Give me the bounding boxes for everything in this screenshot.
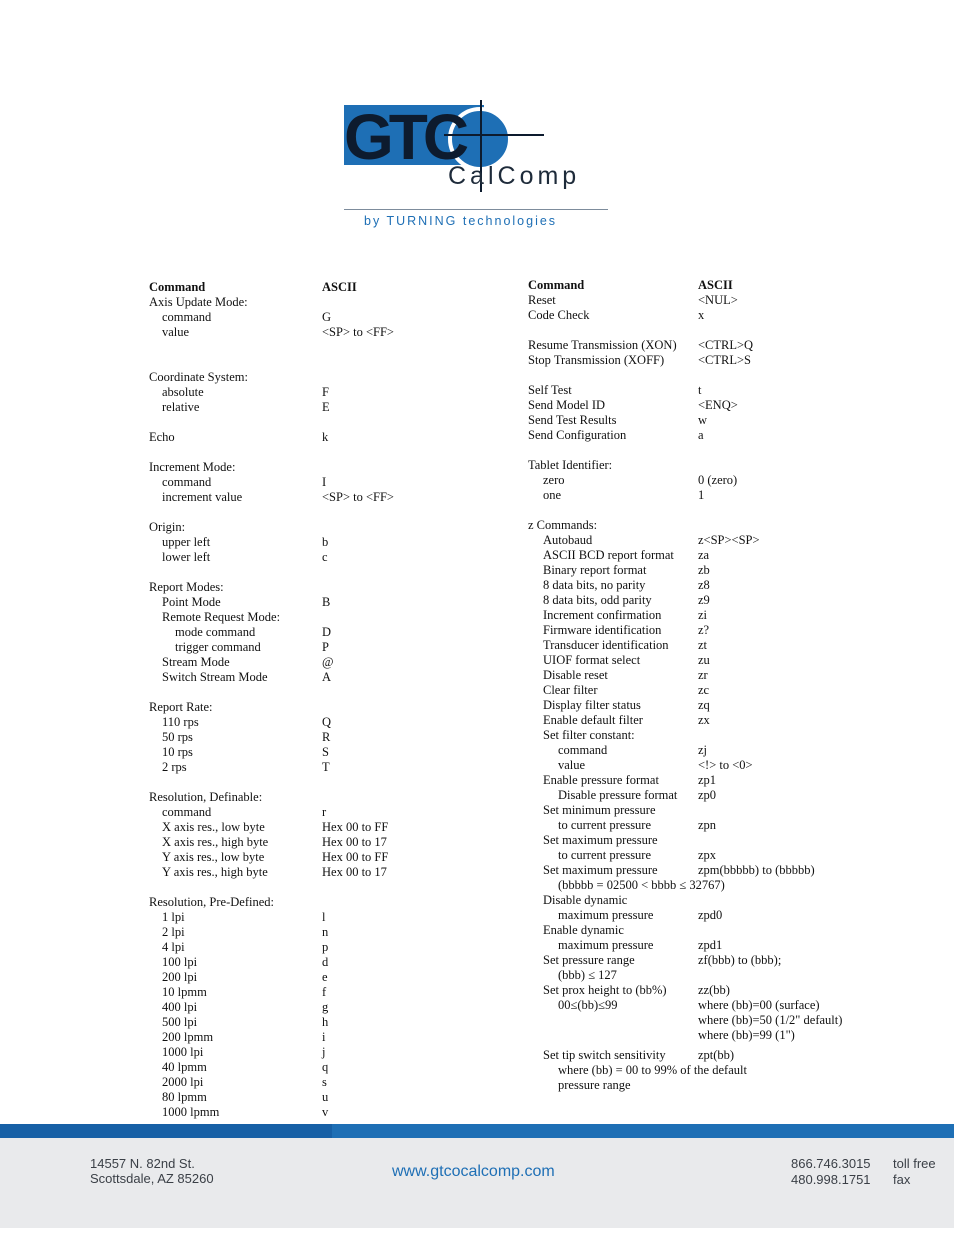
ascii-code: j (322, 1045, 326, 1059)
command-name: value (558, 758, 586, 772)
command-name: absolute (162, 385, 204, 399)
table-row (149, 955, 469, 970)
table-row (528, 923, 858, 938)
table-row (528, 938, 858, 953)
command-name: UIOF format select (543, 653, 641, 667)
table-row (149, 550, 469, 565)
table-row (528, 968, 858, 983)
table-row (149, 805, 469, 820)
table-row (149, 700, 469, 715)
command-name: lower left (162, 550, 211, 564)
footer-accent-band-dark (0, 1124, 332, 1138)
table-row (149, 910, 469, 925)
ascii-code: Hex 00 to FF (322, 850, 389, 864)
ascii-code: z8 (698, 578, 710, 592)
command-name: Set tip switch sensitivity (543, 1047, 666, 1062)
ascii-code: zq (698, 698, 710, 712)
table-row (528, 863, 858, 878)
command-name: Resolution, Definable: (149, 790, 263, 804)
command-name: Set prox height to (bb%) (543, 983, 667, 997)
logo-divider (344, 209, 608, 210)
table-row (528, 413, 858, 428)
command-name: Stream Mode (162, 655, 230, 669)
command-name: mode command (175, 625, 256, 639)
command-name: Origin: (149, 520, 186, 534)
table-row (149, 820, 469, 835)
table-row (149, 295, 469, 310)
table-row (149, 715, 469, 730)
command-name: Send Test Results (528, 413, 617, 427)
ascii-code: n (322, 925, 329, 939)
command-name: Transducer identification (543, 638, 669, 652)
table-row (528, 623, 858, 638)
ascii-code: Hex 00 to FF (322, 820, 389, 834)
ascii-code: @ (322, 655, 334, 669)
command-name: 10 rps (162, 745, 193, 759)
table-row (528, 1078, 858, 1093)
table-row (528, 908, 858, 923)
table-row (528, 998, 858, 1013)
ascii-code: R (322, 730, 331, 744)
command-name: Send Model ID (528, 398, 606, 412)
command-name: Axis Update Mode: (149, 295, 248, 309)
command-name: 50 rps (162, 730, 193, 744)
ascii-code: zt (698, 638, 708, 652)
command-name: Binary report format (543, 563, 647, 577)
command-name: 200 lpi (162, 970, 198, 984)
ascii-code: b (322, 535, 329, 549)
ascii-code: q (322, 1060, 329, 1074)
ascii-code: zpd0 (698, 908, 723, 922)
table-row (528, 848, 858, 863)
row-spacer (149, 565, 469, 580)
command-name: Set maximum pressure (543, 863, 658, 877)
table-row (528, 398, 858, 413)
ascii-code: c (322, 550, 328, 564)
command-name: Y axis res., high byte (162, 865, 268, 879)
table-row (528, 338, 858, 353)
command-name: Report Rate: (149, 700, 213, 714)
table-row (149, 640, 469, 655)
command-name: Firmware identification (543, 623, 662, 637)
command-name: 00≤(bb)≤99 (558, 998, 618, 1012)
table-row (149, 430, 469, 445)
row-spacer (149, 340, 469, 370)
table-row (528, 668, 858, 683)
table-row (528, 383, 858, 398)
row-spacer (528, 368, 858, 383)
command-name: relative (162, 400, 200, 414)
table-row (528, 773, 858, 788)
table-row (149, 610, 469, 625)
table-row (528, 518, 858, 533)
command-name: Enable pressure format (543, 773, 659, 787)
command-name: value (162, 325, 190, 339)
ascii-code: A (322, 670, 332, 684)
command-name: (bbbbb = 02500 < bbbb ≤ 32767) (558, 878, 725, 892)
row-spacer (149, 415, 469, 430)
command-name: 1 lpi (162, 910, 185, 924)
ascii-code: zp1 (698, 773, 717, 787)
table-row (528, 548, 858, 563)
table-row (149, 970, 469, 985)
footer-phone-fax: 480.998.1751 (791, 1172, 871, 1187)
table-row (528, 428, 858, 443)
table-row (149, 655, 469, 670)
table-row (149, 1060, 469, 1075)
table-row (149, 400, 469, 415)
ascii-code: zf(bbb) to (bbb); (698, 953, 782, 967)
command-name: Command (149, 280, 206, 294)
command-name: Clear filter (543, 683, 598, 697)
table-row (528, 743, 858, 758)
table-row (528, 1048, 858, 1063)
table-row (149, 925, 469, 940)
command-name: Tablet Identifier: (528, 458, 613, 472)
table-row (149, 310, 469, 325)
command-name: Set pressure range (543, 953, 635, 967)
footer-phone-fax-label: fax (893, 1172, 911, 1187)
row-spacer (149, 775, 469, 790)
command-name: upper left (162, 535, 211, 549)
row-spacer (528, 503, 858, 518)
ascii-code: p (322, 940, 329, 954)
table-row (528, 788, 858, 803)
ascii-code: l (322, 910, 326, 924)
command-name: Code Check (528, 308, 590, 322)
table-row (149, 895, 469, 910)
ascii-code: u (322, 1090, 329, 1104)
table-row (149, 940, 469, 955)
command-name: 10 lpmm (162, 985, 207, 999)
command-name: 2 lpi (162, 925, 185, 939)
table-row (149, 1015, 469, 1030)
command-name: 8 data bits, odd parity (543, 593, 652, 607)
ascii-code: i (322, 1030, 326, 1044)
command-name: Command (528, 278, 585, 292)
table-row (149, 490, 469, 505)
table-row (528, 533, 858, 548)
table-row (149, 595, 469, 610)
ascii-code: zpm(bbbbb) to (bbbbb) (698, 863, 815, 877)
command-name: 40 lpmm (162, 1060, 207, 1074)
table-row (149, 625, 469, 640)
ascii-code: where (bb)=50 (1/2" default) (698, 1013, 843, 1027)
ascii-code: S (322, 745, 329, 759)
table-row (528, 308, 858, 323)
table-row (528, 983, 858, 998)
command-name: Remote Request Mode: (162, 610, 281, 624)
table-row (149, 865, 469, 880)
ascii-code: zc (698, 683, 710, 697)
command-name: Send Configuration (528, 428, 627, 442)
command-name: 100 lpi (162, 955, 198, 969)
ascii-code: D (322, 625, 332, 639)
command-name: Point Mode (162, 595, 221, 609)
command-name: Echo (149, 430, 175, 444)
command-name: Resume Transmission (XON) (528, 338, 677, 352)
ascii-code: P (322, 640, 329, 654)
command-name: 1000 lpi (162, 1045, 204, 1059)
command-name: where (bb) = 00 to 99% of the default (558, 1062, 747, 1077)
command-name: Switch Stream Mode (162, 670, 268, 684)
command-name: 4 lpi (162, 940, 185, 954)
table-row (149, 580, 469, 595)
table-row (149, 1075, 469, 1090)
ascii-code: <!> to <0> (698, 758, 753, 772)
table-row (149, 745, 469, 760)
ascii-code: zj (698, 743, 708, 757)
ascii-code: 1 (698, 488, 705, 502)
table-row (528, 728, 858, 743)
footer-address-line: 14557 N. 82nd St. (90, 1156, 195, 1171)
command-name: Reset (528, 293, 556, 307)
page-footer (0, 1138, 954, 1228)
ascii-code: I (322, 475, 327, 489)
table-row (528, 833, 858, 848)
table-row (528, 698, 858, 713)
command-name: X axis res., high byte (162, 835, 269, 849)
ascii-code: a (698, 428, 704, 442)
table-row (528, 758, 858, 773)
table-row (528, 953, 858, 968)
ascii-code: 0 (zero) (698, 473, 738, 487)
ascii-code: T (322, 760, 330, 774)
ascii-code: z9 (698, 593, 710, 607)
table-row (528, 473, 858, 488)
command-name: z Commands: (528, 518, 598, 532)
table-row (528, 458, 858, 473)
command-name: trigger command (175, 640, 261, 654)
table-row (149, 1045, 469, 1060)
command-name: to current pressure (558, 818, 652, 832)
table-row (149, 385, 469, 400)
command-name: 500 lpi (162, 1015, 198, 1029)
table-row (149, 325, 469, 340)
ascii-code: E (322, 400, 330, 414)
command-name: Set minimum pressure (543, 803, 656, 817)
logo-wordmark: CalComp (448, 162, 581, 190)
table-row (528, 653, 858, 668)
command-name: Display filter status (543, 698, 641, 712)
ascii-code: zpx (698, 848, 717, 862)
command-name: 1000 lpmm (162, 1105, 220, 1119)
table-header-row (528, 278, 858, 293)
command-name: X axis res., low byte (162, 820, 265, 834)
table-row (528, 878, 858, 893)
logo-mark: GTC (344, 101, 465, 173)
row-spacer (149, 505, 469, 520)
command-name: 2000 lpi (162, 1075, 204, 1089)
ascii-code: Hex 00 to 17 (322, 865, 387, 879)
command-name: Set maximum pressure (543, 833, 658, 847)
footer-phone-tollfree: 866.746.3015 (791, 1156, 871, 1171)
ascii-code: zb (698, 563, 710, 577)
table-row (528, 713, 858, 728)
table-row (149, 790, 469, 805)
table-row (149, 520, 469, 535)
ascii-code: <CTRL>S (698, 353, 751, 367)
ascii-code: zi (698, 608, 708, 622)
row-spacer (149, 685, 469, 700)
table-header-row (149, 280, 469, 295)
command-name: Self Test (528, 383, 572, 397)
ascii-code: zpd1 (698, 938, 723, 952)
ascii-code: g (322, 1000, 329, 1014)
footer-address (90, 1156, 214, 1186)
command-name: Increment Mode: (149, 460, 236, 474)
ascii-code: zp0 (698, 788, 717, 802)
command-name: zero (543, 473, 565, 487)
ascii-code: zx (698, 713, 710, 727)
ascii-code: B (322, 595, 331, 609)
ascii-code: z? (698, 623, 710, 637)
ascii-code: v (322, 1105, 329, 1119)
row-spacer (528, 443, 858, 458)
table-row (528, 818, 858, 833)
ascii-code: d (322, 955, 329, 969)
ascii-code: zu (698, 653, 710, 667)
logo-tagline: by TURNING technologies (364, 214, 558, 228)
command-name: Y axis res., low byte (162, 850, 265, 864)
ascii-code: G (322, 310, 332, 324)
row-spacer (528, 323, 858, 338)
ascii-code: ASCII (322, 280, 357, 294)
row-spacer (149, 880, 469, 895)
command-name: command (162, 310, 212, 324)
ascii-code: zpn (698, 818, 717, 832)
table-row (149, 370, 469, 385)
ascii-code: s (322, 1075, 327, 1089)
table-row (528, 578, 858, 593)
ascii-code: where (bb)=99 (1") (698, 1028, 795, 1042)
ascii-code: where (bb)=00 (surface) (698, 998, 820, 1012)
table-row (149, 475, 469, 490)
command-name: increment value (162, 490, 243, 504)
ascii-code: zpt(bb) (698, 1047, 735, 1062)
command-name: 2 rps (162, 760, 187, 774)
command-name: (bbb) ≤ 127 (558, 968, 617, 982)
table-row (528, 683, 858, 698)
command-name: pressure range (558, 1077, 631, 1092)
footer-website-link[interactable]: www.gtcocalcomp.com (392, 1163, 555, 1180)
command-name: 200 lpmm (162, 1030, 214, 1044)
ascii-code: zr (698, 668, 708, 682)
table-row (528, 1013, 858, 1028)
table-row (528, 563, 858, 578)
command-name: Resolution, Pre-Defined: (149, 895, 274, 909)
ascii-code: x (698, 308, 705, 322)
ascii-code: za (698, 548, 710, 562)
command-name: to current pressure (558, 848, 652, 862)
table-row (149, 760, 469, 775)
table-row (528, 1028, 858, 1043)
command-name: Disable pressure format (558, 788, 678, 802)
table-row (149, 730, 469, 745)
command-name: Stop Transmission (XOFF) (528, 353, 665, 367)
ascii-code: Q (322, 715, 332, 729)
ascii-code: w (698, 413, 708, 427)
ascii-code: <CTRL>Q (698, 338, 754, 352)
table-row (149, 850, 469, 865)
command-name: maximum pressure (558, 938, 654, 952)
table-row (149, 985, 469, 1000)
table-row (149, 835, 469, 850)
ascii-code: Hex 00 to 17 (322, 835, 387, 849)
command-name: maximum pressure (558, 908, 654, 922)
ascii-code: r (322, 805, 327, 819)
command-name: 400 lpi (162, 1000, 198, 1014)
table-row (149, 460, 469, 475)
command-name: Report Modes: (149, 580, 224, 594)
command-name: Increment confirmation (543, 608, 662, 622)
ascii-code: z<SP><SP> (698, 533, 760, 547)
command-name: 80 lpmm (162, 1090, 207, 1104)
command-name: command (162, 805, 212, 819)
ascii-code: <SP> to <FF> (322, 490, 394, 504)
table-row (528, 893, 858, 908)
command-name: command (162, 475, 212, 489)
command-name: Enable dynamic (543, 923, 624, 937)
command-name: one (543, 488, 562, 502)
table-row (528, 803, 858, 818)
table-row (528, 1063, 858, 1078)
ascii-code: zz(bb) (698, 983, 730, 997)
command-name: Enable default filter (543, 713, 643, 727)
ascii-code: ASCII (698, 278, 733, 292)
ascii-code: k (322, 430, 329, 444)
table-row (149, 1090, 469, 1105)
table-row (528, 593, 858, 608)
footer-phone-tollfree-label: toll free (893, 1156, 936, 1171)
command-name: 110 rps (162, 715, 199, 729)
command-name: ASCII BCD report format (543, 548, 674, 562)
ascii-code: h (322, 1015, 329, 1029)
command-name: Autobaud (543, 533, 593, 547)
command-name: Coordinate System: (149, 370, 248, 384)
ascii-code: <ENQ> (698, 398, 738, 412)
table-row (149, 1030, 469, 1045)
command-name: 8 data bits, no parity (543, 578, 646, 592)
command-name: command (558, 743, 608, 757)
right-command-table (528, 278, 858, 1093)
ascii-code: <NUL> (698, 293, 738, 307)
company-logo (344, 100, 614, 230)
row-spacer (149, 445, 469, 460)
command-name: Set filter constant: (543, 728, 635, 742)
table-row (528, 353, 858, 368)
ascii-code: <SP> to <FF> (322, 325, 394, 339)
ascii-code: F (322, 385, 329, 399)
table-row (528, 608, 858, 623)
ascii-code: t (698, 383, 702, 397)
ascii-code: f (322, 985, 327, 999)
table-row (149, 535, 469, 550)
footer-phone-numbers (791, 1156, 936, 1188)
footer-address-line: Scottsdale, AZ 85260 (90, 1171, 214, 1186)
table-row (149, 1105, 469, 1120)
left-command-table (149, 280, 469, 1120)
ascii-code: e (322, 970, 328, 984)
table-row (528, 293, 858, 308)
command-name: Disable reset (543, 668, 608, 682)
table-row (528, 488, 858, 503)
command-name: Disable dynamic (543, 893, 628, 907)
table-row (149, 1000, 469, 1015)
table-row (528, 638, 858, 653)
table-row (149, 670, 469, 685)
